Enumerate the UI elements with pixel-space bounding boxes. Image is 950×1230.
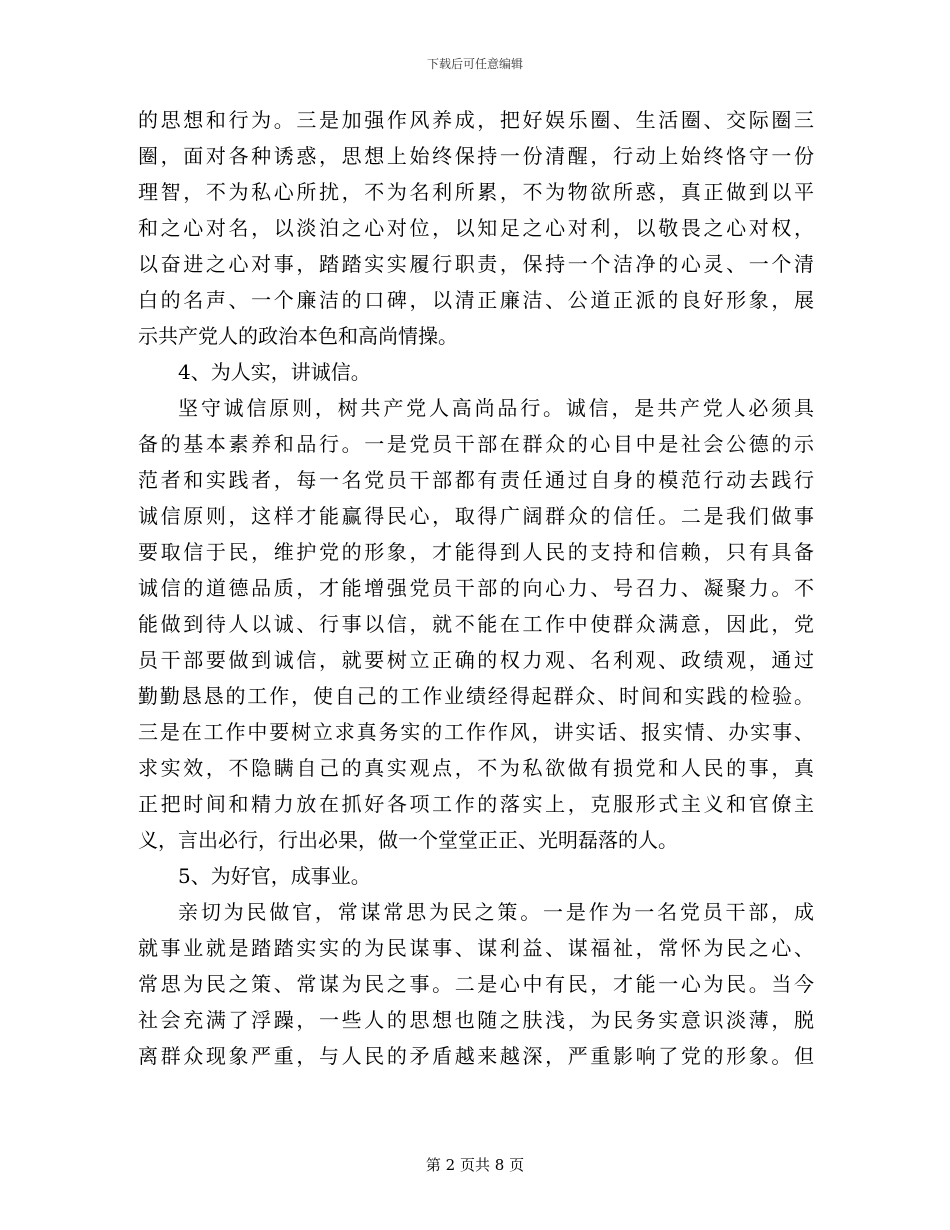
document-body	[138, 102, 814, 1074]
text-line: 示共产党人的政治本色和高尚情操。	[138, 324, 458, 348]
text-line: 以奋进之心对事，踏踏实实履行职责，保持一个洁净的心灵、一个清	[138, 252, 814, 276]
text-line: 诚信原则，这样才能赢得民心，取得广阔群众的信任。二是我们做事	[138, 504, 814, 528]
text-line: 正把时间和精力放在抓好各项工作的落实上，克服形式主义和官僚主	[138, 792, 814, 816]
text-line: 离群众现象严重，与人民的矛盾越来越深，严重影响了党的形象。但	[138, 1044, 814, 1068]
text-line: 求实效，不隐瞒自己的真实观点，不为私欲做有损党和人民的事，真	[138, 756, 814, 780]
text-line: 就事业就是踏踏实实的为民谋事、谋利益、谋福祉，常怀为民之心、	[138, 936, 814, 960]
text-line: 范者和实践者，每一名党员干部都有责任通过自身的模范行动去践行	[138, 468, 814, 492]
section-heading: 4、为人实，讲诚信。	[178, 360, 371, 384]
page-header: 下载后可任意编辑	[426, 57, 523, 71]
text-line: 亲切为民做官，常谋常思为民之策。一是作为一名党员干部，成	[178, 900, 814, 924]
text-line: 要取信于民，维护党的形象，才能得到人民的支持和信赖，只有具备	[138, 540, 814, 564]
text-line: 社会充满了浮躁，一些人的思想也随之肤浅，为民务实意识淡薄，脱	[138, 1008, 814, 1032]
text-line: 的思想和行为。三是加强作风养成，把好娱乐圈、生活圈、交际圈三	[138, 108, 814, 132]
text-line: 和之心对名，以淡泊之心对位，以知足之心对利，以敬畏之心对权，	[138, 216, 814, 240]
text-line: 坚守诚信原则，树共产党人高尚品行。诚信，是共产党人必须具	[178, 396, 814, 420]
text-line: 理智，不为私心所扰，不为名利所累，不为物欲所惑，真正做到以平	[138, 180, 814, 204]
text-line: 勤勤恳恳的工作，使自己的工作业绩经得起群众、时间和实践的检验。	[138, 684, 814, 708]
text-line: 员干部要做到诚信，就要树立正确的权力观、名利观、政绩观，通过	[138, 648, 814, 672]
text-line: 义，言出必行，行出必果，做一个堂堂正正、光明磊落的人。	[138, 828, 678, 852]
text-line: 备的基本素养和品行。一是党员干部在群众的心目中是社会公德的示	[138, 432, 814, 456]
text-line: 三是在工作中要树立求真务实的工作作风，讲实话、报实情、办实事、	[138, 720, 814, 744]
text-line: 能做到待人以诚、行事以信，就不能在工作中使群众满意，因此，党	[138, 612, 814, 636]
text-line: 圈，面对各种诱惑，思想上始终保持一份清醒，行动上始终恪守一份	[138, 144, 814, 168]
section-heading: 5、为好官，成事业。	[178, 864, 371, 888]
text-line: 常思为民之策、常谋为民之事。二是心中有民，才能一心为民。当今	[138, 972, 814, 996]
text-line: 诚信的道德品质，才能增强党员干部的向心力、号召力、凝聚力。不	[138, 576, 814, 600]
text-line: 白的名声、一个廉洁的口碑，以清正廉洁、公道正派的良好形象，展	[138, 288, 814, 312]
page-number: 第 2 页共 8 页	[425, 1156, 525, 1174]
